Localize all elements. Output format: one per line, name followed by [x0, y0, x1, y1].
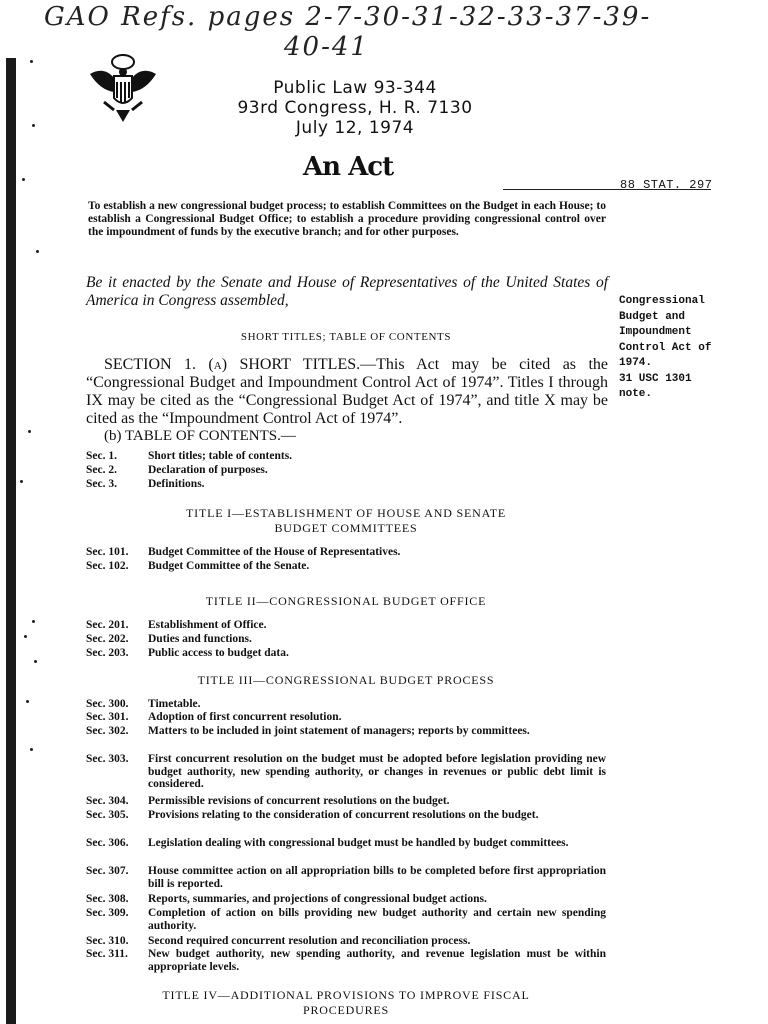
- toc-row-num: Sec. 300.: [86, 698, 129, 710]
- section-1: [86, 356, 608, 428]
- toc-row: [86, 619, 606, 632]
- toc-row-text: Adoption of first concurrent resolution.: [148, 711, 342, 723]
- margin-note-line: Budget and: [619, 310, 686, 323]
- toc-row-text: Provisions relating to the consideration of concurrent resolutions on the budget.: [148, 809, 539, 821]
- toc-row-num: Sec. 301.: [86, 711, 129, 723]
- toc-row: [86, 809, 606, 822]
- short-titles-heading: SHORT TITLES; TABLE OF CONTENTS: [240, 331, 452, 343]
- toc-row: [86, 935, 606, 948]
- enacting-clause: Be it enacted by the Senate and House of Representatives of the United States of America in Congress assembled,: [86, 274, 608, 309]
- toc-row: [86, 837, 606, 850]
- toc-row-num: Sec. 302.: [86, 725, 129, 737]
- toc-row-num: Sec. 306.: [86, 837, 129, 849]
- toc-row: [86, 478, 606, 491]
- handwritten-note-line2: 40-41: [284, 32, 369, 62]
- toc-row-text: Public access to budget data.: [148, 647, 289, 659]
- stat-citation: 88 STAT. 297: [620, 178, 713, 192]
- toc-row-num: Sec. 308.: [86, 893, 129, 905]
- margin-note-line: Control Act of: [619, 341, 712, 354]
- toc-row: [86, 698, 606, 711]
- toc-row-text: Reports, summaries, and projections of congressional budget actions.: [148, 893, 487, 905]
- toc-row-text: Permissible revisions of concurrent resolutions on the budget.: [148, 795, 450, 807]
- toc-row-num: Sec. 201.: [86, 619, 129, 631]
- toc-row-text: Budget Committee of the Senate.: [148, 560, 310, 572]
- toc-row-text: Timetable.: [148, 698, 201, 710]
- great-seal-icon: [86, 52, 160, 124]
- handwritten-note-line1: GAO Refs. pages 2-7-30-31-32-33-37-39-: [44, 2, 652, 32]
- toc-row: [86, 753, 606, 791]
- toc-row-num: Sec. 307.: [86, 865, 129, 877]
- toc-row-num: Sec. 1.: [86, 450, 117, 462]
- toc-row-num: Sec. 102.: [86, 560, 129, 572]
- toc-row-num: Sec. 304.: [86, 795, 129, 807]
- toc-row: [86, 893, 606, 906]
- scan-edge-bar: [6, 58, 16, 1024]
- toc-row: [86, 725, 606, 738]
- toc-row-num: Sec. 305.: [86, 809, 129, 821]
- margin-note-line: note.: [619, 388, 653, 400]
- toc-row-text: Legislation dealing with congressional budget must be handled by budget committees.: [148, 837, 569, 849]
- toc-row-text: First concurrent resolution on the budget must be adopted before legislation providing new budget authority, new spending authority, or changes in revenues or public debt limit is considered.: [148, 753, 606, 790]
- toc-row-num: Sec. 310.: [86, 935, 129, 947]
- toc-row: [86, 865, 606, 890]
- toc-row-num: Sec. 101.: [86, 546, 129, 558]
- toc-row-num: Sec. 2.: [86, 464, 117, 476]
- an-act-heading: An Act: [303, 152, 394, 182]
- toc-row-text: Establishment of Office.: [148, 619, 267, 631]
- margin-note-line: 31 USC 1301: [619, 372, 692, 385]
- toc-row: [86, 907, 606, 932]
- toc-row-text: Matters to be included in joint statement of managers; reports by committees.: [148, 725, 530, 737]
- toc-row-num: Sec. 311.: [86, 948, 128, 960]
- margin-note-line: Impoundment: [619, 326, 692, 338]
- toc-row-num: Sec. 309.: [86, 907, 129, 919]
- toc-row: [86, 633, 606, 646]
- toc-row-num: Sec. 203.: [86, 647, 129, 659]
- toc-row: [86, 546, 606, 559]
- section-1-lead: SECTION 1. (a) SHORT TITLES.: [104, 356, 361, 373]
- toc-row-text: Short titles; table of contents.: [148, 450, 293, 462]
- toc-row: [86, 711, 606, 724]
- toc-row: [86, 647, 606, 660]
- margin-note-line: 1974.: [619, 357, 653, 369]
- toc-row-text: New budget authority, new spending authority, and revenue legislation must be within appropriate levels.: [148, 948, 606, 973]
- title-iv-heading: TITLE IV—ADDITIONAL PROVISIONS TO IMPROVE FISCAL PROCEDURES: [162, 988, 530, 1017]
- margin-note-line: Congressional: [619, 295, 705, 307]
- toc-row: [86, 560, 606, 573]
- toc-row-text: Second required concurrent resolution and reconciliation process.: [148, 935, 471, 947]
- toc-row-text: House committee action on all appropriation bills to be completed before first appropriation bill is reported.: [148, 865, 606, 890]
- toc-row-num: Sec. 3.: [86, 478, 117, 490]
- toc-row: [86, 948, 606, 973]
- toc-row-text: Duties and functions.: [148, 633, 252, 645]
- title-i-heading: TITLE I—ESTABLISHMENT OF HOUSE AND SENATE BUDGET COMMITTEES: [186, 506, 506, 535]
- toc-row-num: Sec. 303.: [86, 753, 129, 765]
- toc-row-text: Budget Committee of the House of Representatives.: [148, 546, 401, 558]
- toc-row-text: Declaration of purposes.: [148, 464, 268, 476]
- congress-bill: 93rd Congress, H. R. 7130: [237, 98, 473, 118]
- scan-specks: [18, 60, 48, 820]
- section-1-text: —This Act may be cited as the “Congressional Budget and Impoundment Control Act of 1974”. Titles I through IX may be cited as the “Congressional Budget Act of 1974”, and title X may be cited as the “Impoundment Control Act of 1974”.: [86, 356, 609, 427]
- toc-row: [86, 450, 606, 463]
- toc-row: [86, 795, 606, 808]
- title-ii-heading: TITLE II—CONGRESSIONAL BUDGET OFFICE: [205, 594, 487, 608]
- margin-note: [619, 294, 739, 403]
- toc-row: [86, 464, 606, 477]
- table-of-contents-label: (b) TABLE OF CONTENTS.—: [104, 428, 296, 444]
- enactment-date: July 12, 1974: [295, 118, 415, 138]
- toc-row-text: Completion of action on bills providing new budget authority and certain new spending authority.: [148, 907, 606, 932]
- toc-row-text: Definitions.: [148, 478, 205, 490]
- title-iii-heading: TITLE III—CONGRESSIONAL BUDGET PROCESS: [197, 673, 495, 687]
- toc-row-num: Sec. 202.: [86, 633, 129, 645]
- purpose-statement: To establish a new congressional budget process; to establish Committees on the Budget in each House; to establish a Congressional Budget Office; to establish a procedure providing congressional control over the impoundment of funds by the executive branch; and for other purposes.: [88, 200, 606, 238]
- law-header: [180, 78, 530, 138]
- public-law-number: Public Law 93-344: [273, 78, 437, 98]
